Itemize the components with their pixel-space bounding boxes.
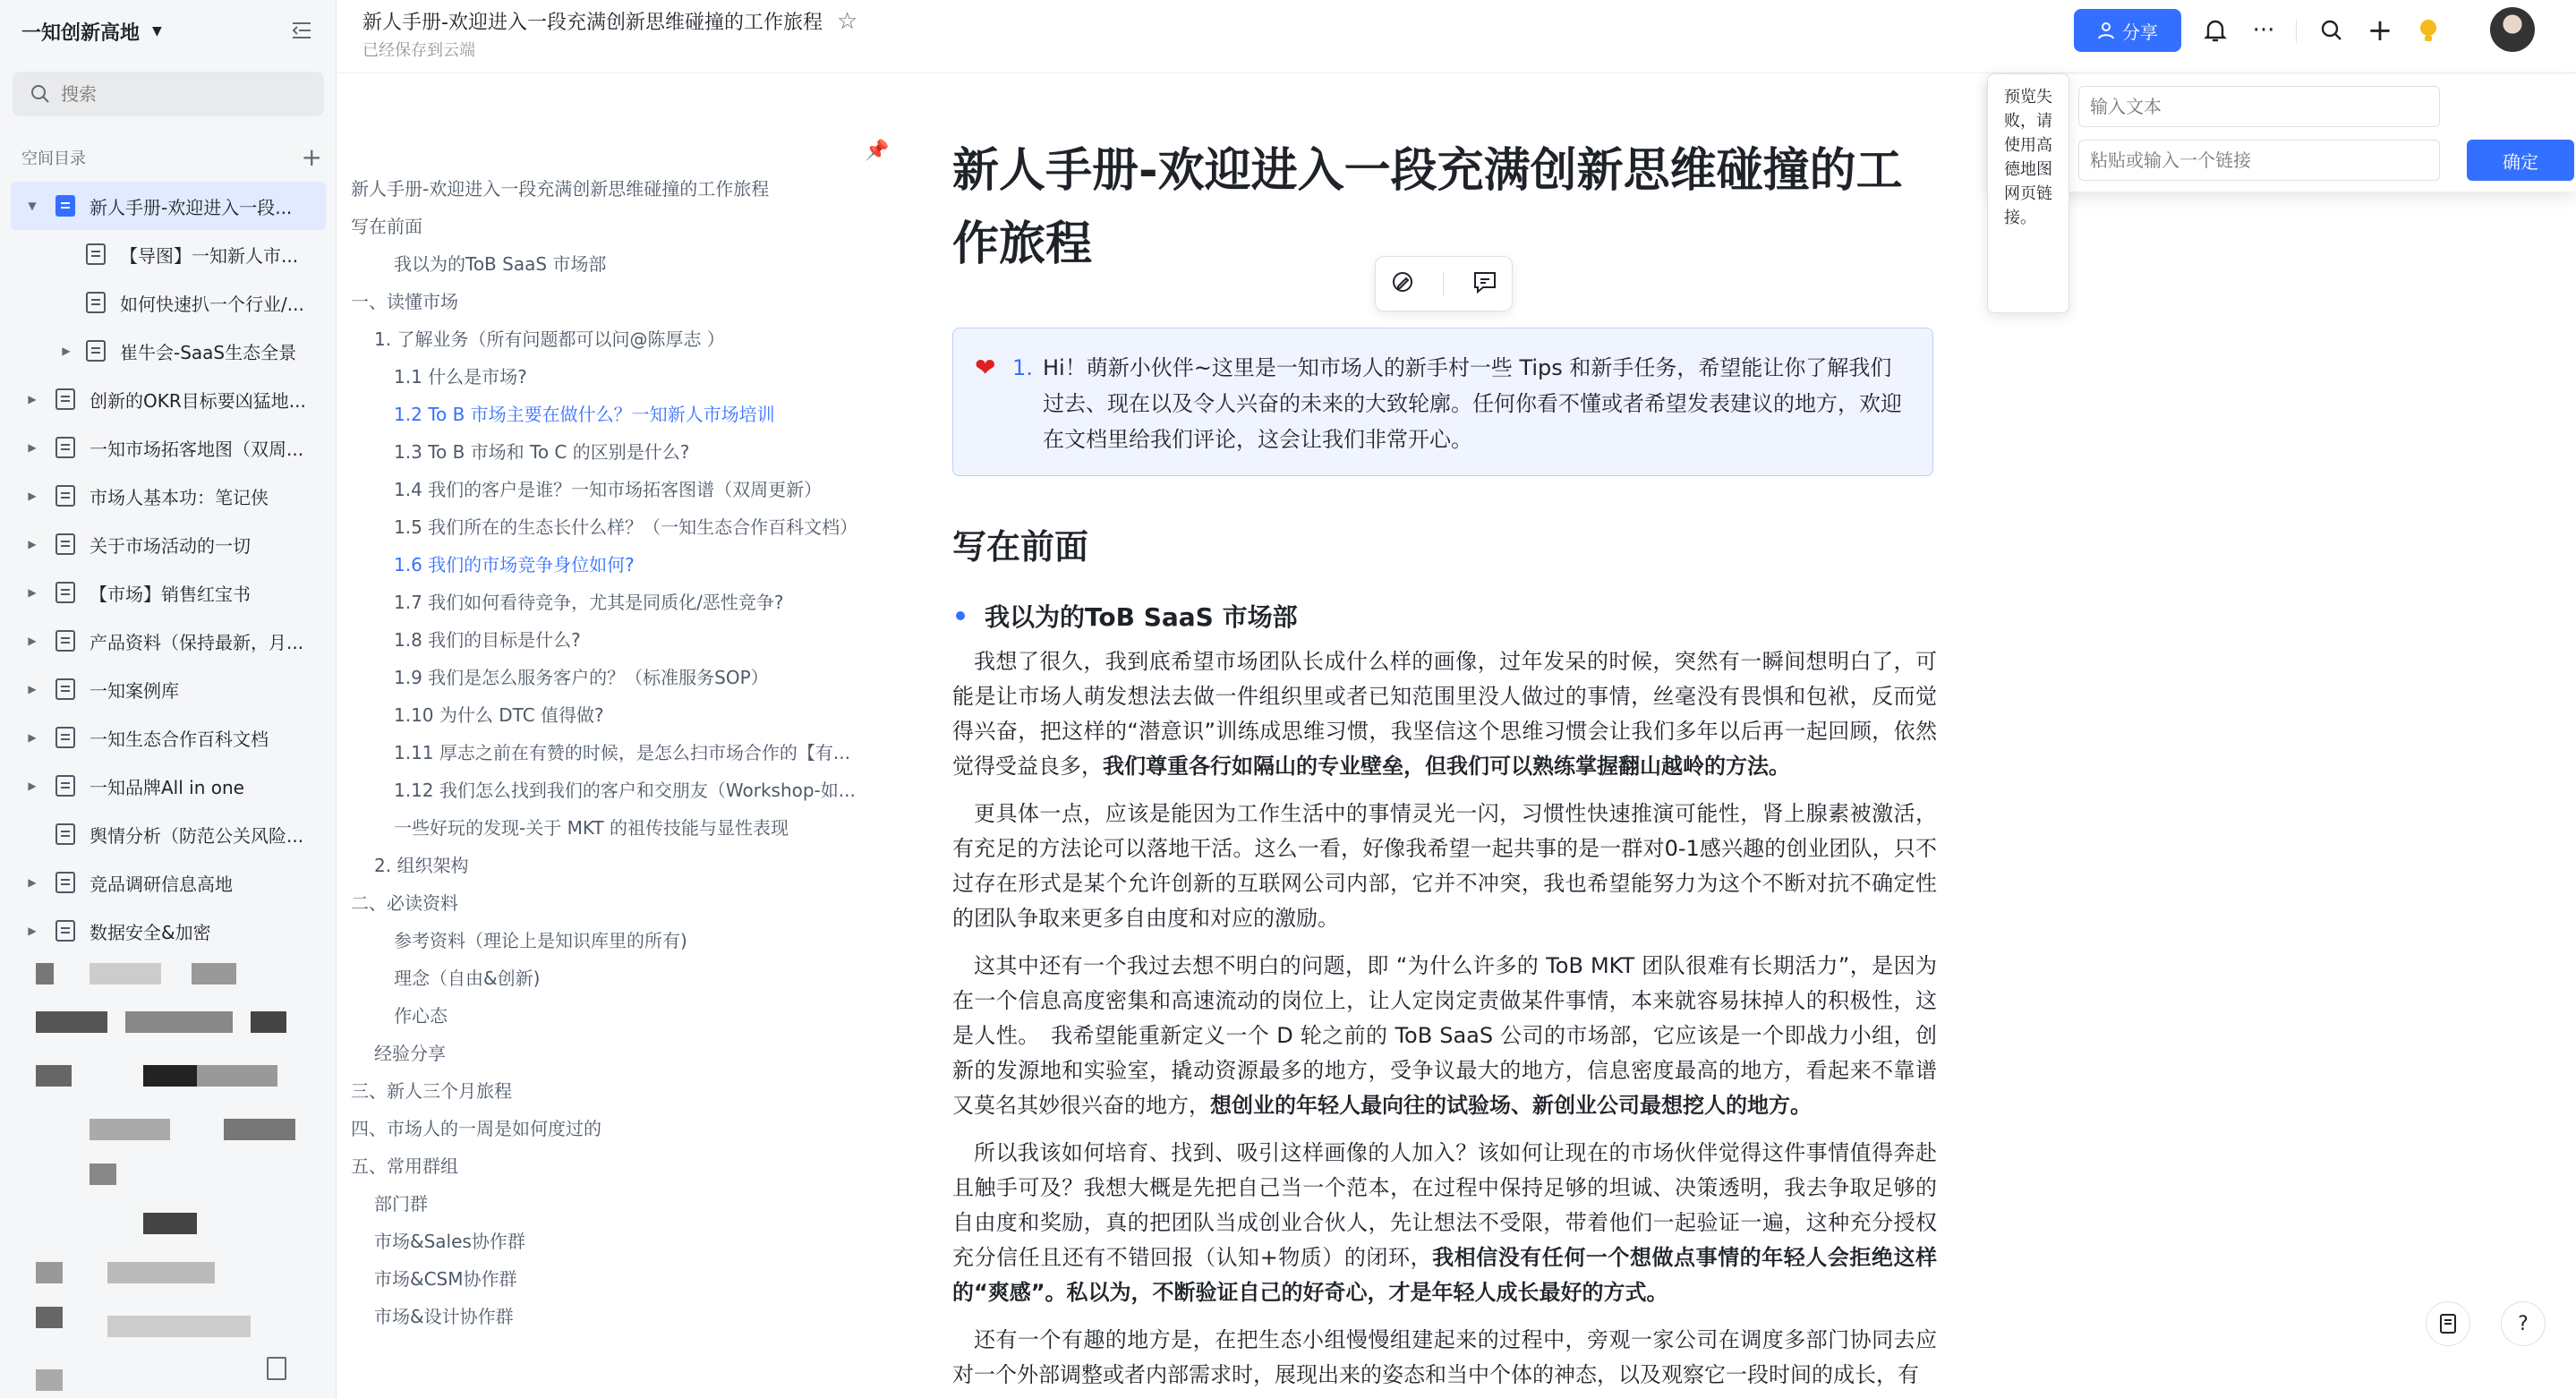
doc-icon — [55, 485, 75, 507]
trash-icon[interactable] — [267, 1357, 286, 1380]
tree-item[interactable]: ▶ 崔牛会-SaaS生态全景 — [11, 327, 326, 375]
preview-failed-tooltip: 预览失败，请使用高德地图网页链接。 — [1987, 73, 2069, 313]
outline-item[interactable]: 参考资料（理论上是知识库里的所有) — [394, 930, 687, 951]
comment-icon[interactable] — [1472, 270, 1497, 297]
chevron-right-icon[interactable]: ▶ — [28, 635, 37, 647]
add-icon[interactable]: + — [301, 142, 322, 172]
doc-icon — [86, 340, 106, 362]
paragraphs — [952, 644, 1937, 1398]
tree-item[interactable]: 舆情分析（防范公关风险... — [11, 810, 326, 858]
chevron-right-icon[interactable]: ▶ — [28, 393, 37, 405]
list-number: 1. — [1012, 355, 1033, 380]
paragraph[interactable]: 还有一个有趣的地方是，在把生态小组慢慢组建起来的过程中，旁观一家公司在调度多部门协同去应对一个外部调整或者内部需求时，展现出来的姿态和当中个体的神态，以及观察它一段时间的成长，有 — [952, 1327, 1937, 1387]
outline-item[interactable]: 我以为的ToB SaaS 市场部 — [394, 253, 607, 275]
pin-icon[interactable]: 📌 — [865, 140, 890, 162]
link-popup — [1989, 75, 2576, 192]
tree-item[interactable]: ▶ 产品资料（保持最新，月... — [11, 617, 326, 665]
chevron-right-icon[interactable]: ▶ — [28, 683, 37, 695]
section-label: 空间目录 — [21, 149, 86, 168]
top-bar — [337, 0, 2576, 73]
doc-icon — [55, 872, 75, 893]
outline-item[interactable]: 1.3 To B 市场和 To C 的区别是什么? — [394, 441, 690, 463]
tree-item[interactable]: ▶ 创新的OKR目标要凶猛地... — [11, 375, 326, 423]
outline-item[interactable]: 作心态 — [394, 1005, 448, 1027]
lightbulb-icon[interactable] — [2412, 14, 2444, 47]
collapse-sidebar-icon[interactable] — [289, 18, 314, 43]
share-button[interactable]: 分享 — [2074, 9, 2181, 52]
mindmap-icon — [86, 243, 106, 265]
outline-item[interactable]: 1.5 我们所在的生态长什么样？（一知生态合作百科文档） — [394, 516, 858, 538]
outline-item[interactable]: 新人手册-欢迎进入一段充满创新思维碰撞的工作旅程 — [351, 178, 770, 200]
outline-item[interactable]: 理念（自由&创新) — [394, 968, 541, 989]
doc-icon — [55, 388, 75, 410]
outline-item[interactable]: 1.10 为什么 DTC 值得做? — [394, 704, 604, 726]
heart-icon: ❤ — [975, 353, 996, 382]
ai-edit-icon[interactable] — [1390, 269, 1415, 298]
tree-item[interactable]: ▶ 市场人基本功：笔记侠 — [11, 472, 326, 520]
chevron-right-icon[interactable]: ▶ — [28, 780, 37, 792]
paragraph[interactable]: 所以我该如何培育、找到、吸引这样画像的人加入？该如何让现在的市场伙伴觉得这件事情值得奔赴且触手可及？我想大概是先把自己当一个范本，在过程中保持足够的坦诚、决策透明，我去争取足够的自由度和奖励，真的把团队当成创业合伙人，先让想法不受限，带着他们一起验证一遍，这种充分授权充分信任且还有不错回报（认知+物质）的闭环，我相信没有任何一个想做点事情的年轻人会拒绝这样的“爽感”。私以为，不断验证自己的好奇心，才是年轻人成长最好的方式。 — [952, 1140, 1938, 1305]
outline-item[interactable]: 一些好玩的发现-关于 MKT 的祖传技能与显性表现 — [394, 817, 789, 839]
doc-icon — [55, 195, 75, 217]
doc-title[interactable]: 新人手册-欢迎进入一段充满创新思维碰撞的工作旅程 — [363, 12, 823, 34]
space-title: 一知创新高地 — [21, 21, 141, 45]
tree-item[interactable]: ▶ 一知品牌All in one — [11, 762, 326, 810]
save-status: 已经保存到云端 — [363, 41, 475, 60]
chevron-right-icon[interactable]: ▶ — [28, 490, 37, 502]
search-icon[interactable] — [2316, 14, 2348, 47]
doc-info-button[interactable] — [2426, 1301, 2470, 1346]
tree-item[interactable]: ▶ 关于市场活动的一切 — [11, 520, 326, 568]
chevron-right-icon[interactable]: ▶ — [28, 586, 37, 599]
outline-item[interactable]: 四、市场人的一周是如何度过的 — [351, 1118, 601, 1139]
tree-item[interactable]: ▶ 一知生态合作百科文档 — [11, 713, 326, 762]
more-icon[interactable]: ··· — [2252, 17, 2275, 44]
outline-item[interactable]: 1.11 厚志之前在有赞的时候，是怎么扫市场合作的【有... — [394, 742, 850, 763]
outline-item[interactable]: 1.7 我们如何看待竞争，尤其是同质化/恶性竞争? — [394, 592, 784, 613]
space-directory-header — [21, 142, 322, 172]
chevron-right-icon[interactable]: ▶ — [28, 925, 37, 937]
space-switcher[interactable] — [21, 16, 162, 47]
chevron-right-icon[interactable]: ▶ — [62, 345, 71, 357]
callout-text: Hi！萌新小伙伴~这里是一知市场人的新手村一些 Tips 和新手任务，希望能让你了解我们过去、现在以及令人兴奋的未来的大致轮廓。任何你看不懂或者希望发表建议的地方，欢迎在文档里给我们评论，这会让我们非常开心。 — [1043, 355, 1902, 452]
bullet-dot — [956, 611, 965, 620]
link-text-input[interactable] — [2078, 86, 2440, 127]
doc-icon — [55, 582, 75, 603]
outline-item[interactable]: 市场&Sales协作群 — [374, 1231, 525, 1252]
confirm-button[interactable]: 确定 — [2467, 140, 2574, 181]
help-icon: ? — [2518, 1312, 2529, 1335]
outline-item[interactable]: 1. 了解业务（所有问题都可以问@陈厚志 ） — [374, 328, 725, 350]
callout-block[interactable] — [952, 328, 1933, 476]
chevron-right-icon[interactable]: ▶ — [28, 731, 37, 744]
outline-item[interactable]: 1.6 我们的市场竞争身位如何? — [394, 554, 635, 575]
table-icon — [55, 437, 75, 458]
tree-item[interactable]: 如何快速扒一个行业/... — [11, 278, 326, 327]
outline-item[interactable]: 经验分享 — [374, 1043, 446, 1064]
paragraph[interactable]: 更具体一点，应该是能因为工作生活中的事情灵光一闪，习惯性快速推演可能性，肾上腺素被激活，有充足的方法论可以落地干活。这么一看，好像我希望一起共事的是一群对0-1感兴趣的创业团队，只不过存在形式是某个允许创新的互联网公司内部，它并不冲突，我也希望能努力为这个不断对抗不确定性的团队争取来更多自由度和对应的激励。 — [952, 801, 1937, 931]
outline-item[interactable]: 二、必读资料 — [351, 892, 458, 914]
outline-item[interactable]: 1.2 To B 市场主要在做什么？一知新人市场培训 — [394, 404, 775, 425]
chevron-down-icon[interactable]: ▼ — [28, 200, 37, 212]
outline-item[interactable]: 五、常用群组 — [351, 1155, 458, 1177]
tree-item[interactable]: ▶ 数据安全&加密 — [11, 907, 326, 955]
doc-icon — [55, 630, 75, 652]
link-url-input[interactable] — [2078, 140, 2440, 181]
outline-item[interactable]: 市场&设计协作群 — [374, 1306, 514, 1327]
directory-tree — [11, 182, 326, 955]
redacted-area — [36, 922, 304, 1387]
outline-item[interactable]: 1.8 我们的目标是什么? — [394, 629, 581, 651]
outline-item[interactable]: 写在前面 — [351, 216, 422, 237]
heading-2[interactable]: 写在前面 — [952, 527, 1089, 567]
document-title[interactable]: 新人手册-欢迎进入一段充满创新思维碰撞的工作旅程 — [952, 144, 1903, 271]
outline-item[interactable]: 1.1 什么是市场? — [394, 366, 527, 388]
chevron-right-icon[interactable]: ▶ — [28, 441, 37, 454]
caret-down-icon: ▼ — [152, 24, 162, 38]
paragraph[interactable]: 这其中还有一个我过去想不明白的问题，即 “为什么许多的 ToB MKT 团队很难有长期活力”，是因为在一个信息高度密集和高速流动的岗位上，让人定岗定责做某件事情，本来就容易抹掉人的积极性，这是人性。 我希望能重新定义一个 D 轮之前的 ToB SaaS 公司的市场部，它应该是一个即战力小组，创新的发源地和实验室，撬动资源最多的地方，受争议最大的地方，信息密度最高的地方，看起来不靠谱又莫名其妙很兴奋的地方，想创业的年轻人最向往的试验场、新创业公司最想挖人的地方。 — [952, 953, 1937, 1118]
outline-item[interactable]: 1.4 我们的客户是谁？一知市场拓客图谱（双周更新） — [394, 479, 823, 500]
search-input[interactable] — [61, 83, 285, 105]
heading-3[interactable]: 我以为的ToB SaaS 市场部 — [956, 598, 1298, 634]
sidebar — [0, 0, 337, 1398]
search-box[interactable] — [13, 72, 324, 116]
document-outline — [351, 170, 888, 1335]
tree-item[interactable]: ▶ 【市场】销售红宝书 — [11, 568, 326, 617]
search-icon — [30, 84, 50, 104]
paragraph[interactable]: 我想了很久，我到底希望市场团队长成什么样的画像，过年发呆的时候，突然有一瞬间想明白了，可能是让市场人萌发想法去做一件组织里或者已知范围里没人做过的事情，丝毫没有畏惧和包袱，反而觉得兴奋，把这样的“潜意识”训练成思维习惯，我坚信这个思维习惯会让我们多年以后再一起回顾，依然觉得受益良多，我们尊重各行如隔山的专业壁垒，但我们可以熟练掌握翻山越岭的方法。 — [952, 649, 1937, 779]
doc-icon — [55, 533, 75, 555]
tree-item[interactable]: ▶ 一知市场拓客地图（双周... — [11, 423, 326, 472]
avatar[interactable] — [2490, 7, 2535, 52]
outline-item[interactable]: 2. 组织架构 — [374, 855, 469, 876]
mindmap-icon — [86, 292, 106, 313]
outline-item[interactable]: 1.9 我们是怎么服务客户的？（标准服务SOP） — [394, 667, 769, 688]
doc-icon — [55, 727, 75, 748]
tree-item[interactable]: ▼ 新人手册-欢迎进入一段... — [11, 182, 326, 230]
chevron-right-icon[interactable]: ▶ — [28, 876, 37, 889]
outline-item[interactable]: 市场&CSM协作群 — [374, 1268, 517, 1290]
help-button[interactable] — [2501, 1301, 2546, 1346]
outline-item[interactable]: 一、读懂市场 — [351, 291, 458, 312]
bell-icon[interactable] — [2199, 14, 2231, 47]
doc-icon — [55, 678, 75, 700]
doc-info-icon — [2438, 1313, 2458, 1334]
tree-item[interactable]: ▶ 一知案例库 — [11, 665, 326, 713]
user-icon — [2097, 21, 2115, 39]
outline-item[interactable]: 1.12 我们怎么找到我们的客户和交朋友（Workshop-如... — [394, 780, 856, 801]
doc-icon — [55, 823, 75, 845]
plus-icon[interactable]: + — [2367, 13, 2393, 48]
floating-toolbar — [1375, 256, 1513, 311]
outline-item[interactable]: 部门群 — [374, 1193, 428, 1215]
tree-item[interactable]: ▶ 竞品调研信息高地 — [11, 858, 326, 907]
outline-item[interactable]: 三、新人三个月旅程 — [351, 1080, 512, 1102]
doc-icon — [55, 775, 75, 797]
chevron-right-icon[interactable]: ▶ — [28, 538, 37, 550]
tree-item[interactable]: 【导图】一知新人市... — [11, 230, 326, 278]
star-icon[interactable]: ☆ — [836, 7, 858, 35]
